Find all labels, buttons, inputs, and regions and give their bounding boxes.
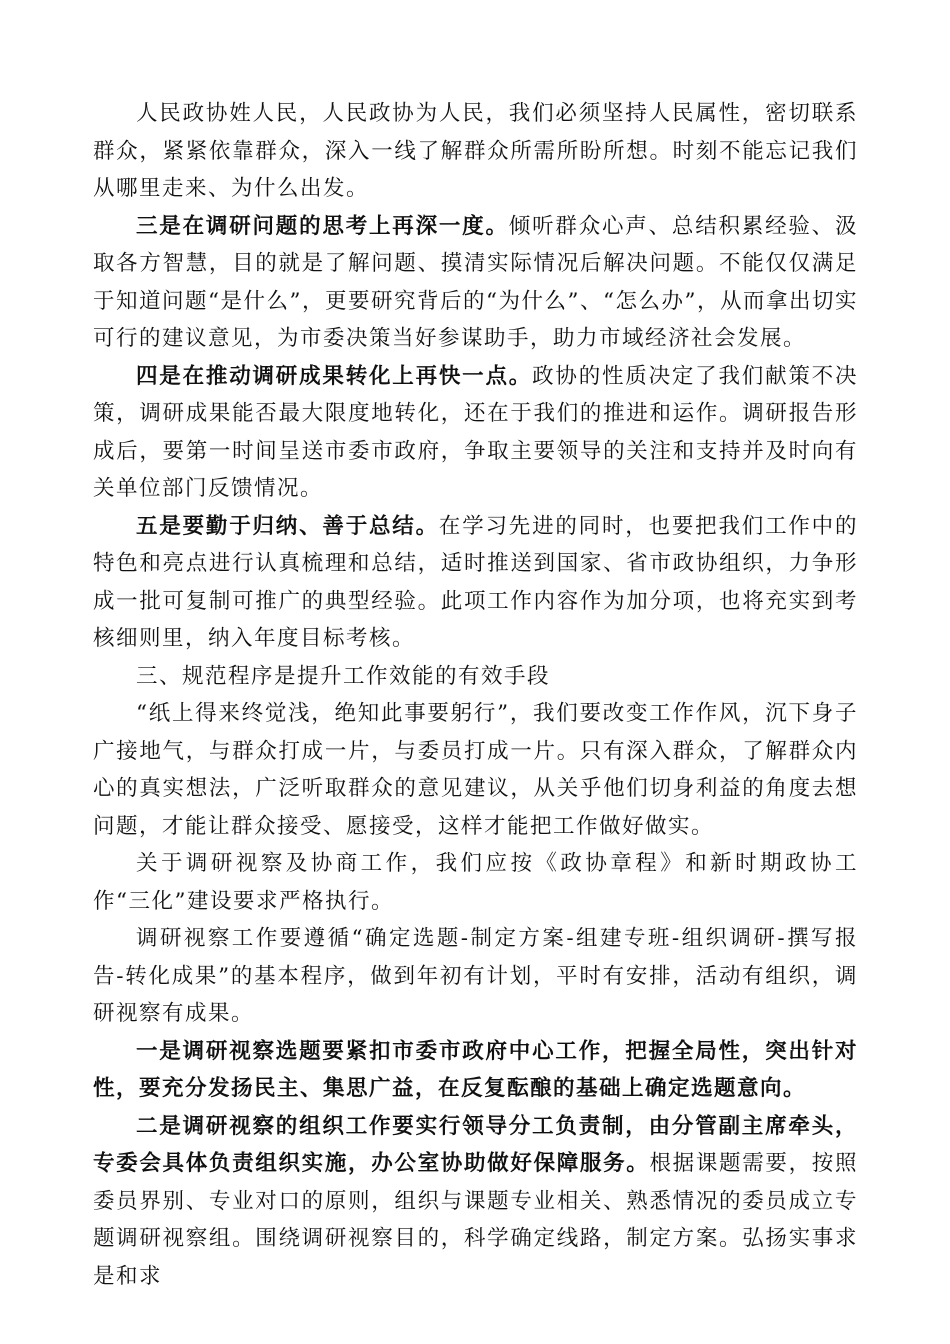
- paragraph-text: 关于调研视察及协商工作，我们应按《政协章程》和新时期政协工作“三化”建设要求严格执行。: [93, 851, 858, 914]
- paragraph-text: 政协的性质决定了我们献策不决策，调研成果能否最大限度地转化，还在于我们的推进和运作。调研报告形成后，要第一时间呈送市委市政府，争取主要领导的关注和支持并及时向有关单位部门反馈情况。: [93, 363, 858, 501]
- paragraph-point-one: [93, 1033, 858, 1108]
- section-heading-text: 三、规范程序是提升工作效能的有效手段: [136, 663, 551, 689]
- paragraph-lead: 四是在推动调研成果转化上再快一点。: [136, 363, 533, 389]
- paragraph-text: “纸上得来终觉浅，绝知此事要躬行”，我们要改变工作作风，沉下身子广接地气，与群众打成一片，与委员打成一片。只有深入群众，了解群众内心的真实想法，广泛听取群众的意见建议，从关乎他们切身利益的角度去想问题，才能让群众接受、愿接受，这样才能把工作做好做实。: [93, 701, 858, 839]
- paragraph-lead: 二是调研视察的组织工作要实行领导分工负责制，由分管副主席牵头，专委会具体负责组织实施，办公室协助做好保障服务。: [93, 1113, 858, 1176]
- paragraph-charter: [93, 845, 858, 920]
- section-heading: [93, 658, 858, 696]
- paragraph-quote: [93, 695, 858, 845]
- paragraph-text: 在学习先进的同时，也要把我们工作中的特色和亮点进行认真梳理和总结，适时推送到国家、省市政协组织，力争形成一批可复制可推广的典型经验。此项工作内容作为加分项，也将充实到考核细则里，纳入年度目标考核。: [93, 513, 858, 651]
- paragraph-lead: 一是调研视察选题要紧扣市委市政府中心工作，把握全局性，突出针对性，要充分发扬民主、集思广益，在反复酝酿的基础上确定选题意向。: [93, 1038, 858, 1101]
- paragraph-text: 人民政协姓人民，人民政协为人民，我们必须坚持人民属性，密切联系群众，紧紧依靠群众，深入一线了解群众所需所盼所想。时刻不能忘记我们从哪里走来、为什么出发。: [93, 101, 858, 201]
- paragraph-point-two: [93, 1108, 858, 1296]
- paragraph-lead: 三是在调研问题的思考上再深一度。: [136, 213, 509, 239]
- paragraph-people-attribute: [93, 95, 858, 208]
- paragraph-text: 根据课题需要，按照委员界别、专业对口的原则，组织与课题专业相关、熟悉情况的委员成立专题调研视察组。围绕调研视察目的，科学确定线路，制定方案。弘扬实事求是和求: [93, 1151, 858, 1289]
- paragraph-point-three: [93, 208, 858, 358]
- paragraph-text: 调研视察工作要遵循“确定选题-制定方案-组建专班-组织调研-撰写报告-转化成果”的基本程序，做到年初有计划，平时有安排，活动有组织，调研视察有成果。: [93, 926, 858, 1026]
- paragraph-point-four: [93, 358, 858, 508]
- paragraph-procedure: [93, 920, 858, 1033]
- paragraph-point-five: [93, 508, 858, 658]
- document-page: [93, 95, 858, 1295]
- paragraph-text: 倾听群众心声、总结积累经验、汲取各方智慧，目的就是了解问题、摸清实际情况后解决问题。不能仅仅满足于知道问题“是什么”，更要研究背后的“为什么”、“怎么办”，从而拿出切实可行的建议意见，为市委决策当好参谋助手，助力市域经济社会发展。: [93, 213, 858, 351]
- paragraph-lead: 五是要勤于归纳、善于总结。: [136, 513, 439, 539]
